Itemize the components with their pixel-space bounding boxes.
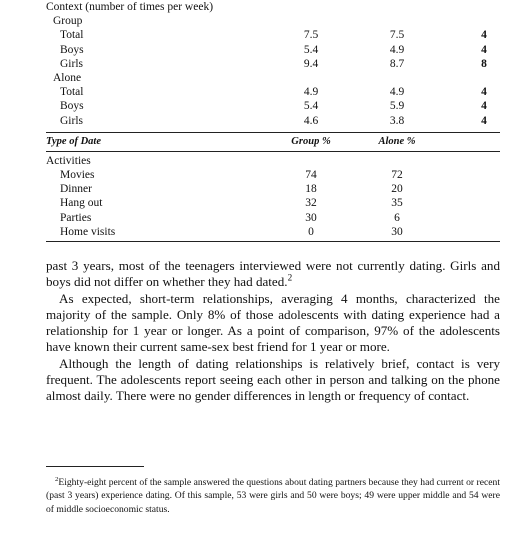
value-col-2: 4.9: [389, 43, 405, 56]
value-col-1: 32: [305, 197, 317, 210]
value-col-3: 4: [481, 114, 487, 127]
value-col-2: 4.9: [389, 86, 405, 99]
activity-rows: [46, 168, 500, 239]
row-label: Boys: [60, 100, 84, 113]
activities-heading-row: [46, 154, 500, 168]
value-col-2: 6: [394, 211, 400, 224]
value-col-1: 4.9: [303, 86, 319, 99]
activity-row: [46, 182, 500, 196]
activity-row: [46, 196, 500, 210]
value-col-1: 9.4: [303, 57, 319, 70]
type-of-date-label: Type of Date: [46, 135, 102, 147]
alone-percent-header: Alone %: [378, 135, 416, 147]
activity-row: [46, 225, 500, 239]
row-label: Boys: [60, 43, 84, 56]
alone-row: [46, 99, 500, 113]
value-col-1: 5.4: [303, 43, 319, 56]
activities-heading: Activities: [46, 154, 91, 167]
value-col-2: 5.9: [389, 100, 405, 113]
activity-row: [46, 211, 500, 225]
value-col-1: 5.4: [303, 100, 319, 113]
row-label: Total: [60, 86, 84, 99]
group-row: [46, 57, 500, 71]
paragraph-1-text: past 3 years, most of the teenagers interviewed were not currently dating. Girls and boys did not differ on whether they had dated.: [46, 258, 500, 290]
table-rule-bottom: [46, 241, 500, 242]
table-rule-mid: [46, 151, 500, 152]
value-col-1: 7.5: [303, 29, 319, 42]
footnote-paragraph: [46, 476, 500, 516]
row-label: Girls: [60, 57, 83, 70]
footnote-text: Eighty-eight percent of the sample answered the questions about dating partners because they had current or recent (past 3 years) experience dating. Of this sample, 53 were girls and 50 were boys; 49 were upper middle and 54 were of middle socioeconomic status.: [46, 477, 500, 515]
value-col-3: 4: [481, 43, 487, 56]
alone-row: [46, 85, 500, 99]
footnote: [46, 476, 500, 516]
type-of-date-header: [46, 135, 500, 149]
value-col-3: 4: [481, 100, 487, 113]
value-col-1: 0: [308, 225, 314, 238]
context-heading: Context (number of times per week): [46, 1, 214, 13]
footnote-reference: 2: [287, 272, 293, 283]
footnote-rule: [46, 466, 144, 467]
row-label: Hang out: [60, 197, 103, 210]
value-col-3: 8: [481, 57, 487, 70]
paragraph-2: As expected, short-term relationships, averaging 4 months, characterized the majority of the sample. Only 8% of those adolescents with dating experience had a relationship for 1 year or longer. As a point of comparison, 97% of the adolescents have known their current same-sex best friend for 1 year or more.: [46, 290, 500, 355]
value-col-2: 3.8: [389, 114, 405, 127]
row-label: Girls: [60, 114, 83, 127]
value-col-1: 4.6: [303, 114, 319, 127]
value-col-2: 30: [391, 225, 403, 238]
group-heading-row: [46, 14, 500, 28]
value-col-2: 20: [391, 183, 403, 196]
group-heading: Group: [53, 15, 83, 28]
group-row: [46, 43, 500, 57]
group-row: [46, 28, 500, 42]
value-col-2: 8.7: [389, 57, 405, 70]
footnote-number: 2: [55, 475, 59, 483]
alone-heading: Alone: [53, 71, 82, 84]
table-rule-top: [46, 132, 500, 133]
paragraph-3: Although the length of dating relationships is relatively brief, contact is very frequent. The adolescents report seeing each other in person and talking on the phone almost daily. There were no gender differences in length or frequency of contact.: [46, 355, 500, 404]
body-text: [46, 258, 500, 405]
value-col-2: 7.5: [389, 29, 405, 42]
alone-rows: [46, 85, 500, 128]
activity-row: [46, 168, 500, 182]
value-col-3: 4: [481, 86, 487, 99]
paragraph-1: [46, 258, 500, 291]
value-col-2: 72: [391, 169, 403, 182]
value-col-1: 18: [305, 183, 317, 196]
group-percent-header: Group %: [291, 135, 331, 147]
row-label: Parties: [60, 211, 92, 224]
data-table: [46, 0, 500, 242]
row-label: Dinner: [60, 183, 92, 196]
value-col-1: 74: [305, 169, 317, 182]
row-label: Home visits: [60, 225, 116, 238]
alone-heading-row: [46, 71, 500, 85]
row-label: Movies: [60, 169, 95, 182]
row-label: Total: [60, 29, 84, 42]
alone-row: [46, 114, 500, 128]
value-col-3: 4: [481, 29, 487, 42]
value-col-1: 30: [305, 211, 317, 224]
value-col-2: 35: [391, 197, 403, 210]
group-rows: [46, 28, 500, 71]
context-heading-row: [46, 0, 500, 14]
